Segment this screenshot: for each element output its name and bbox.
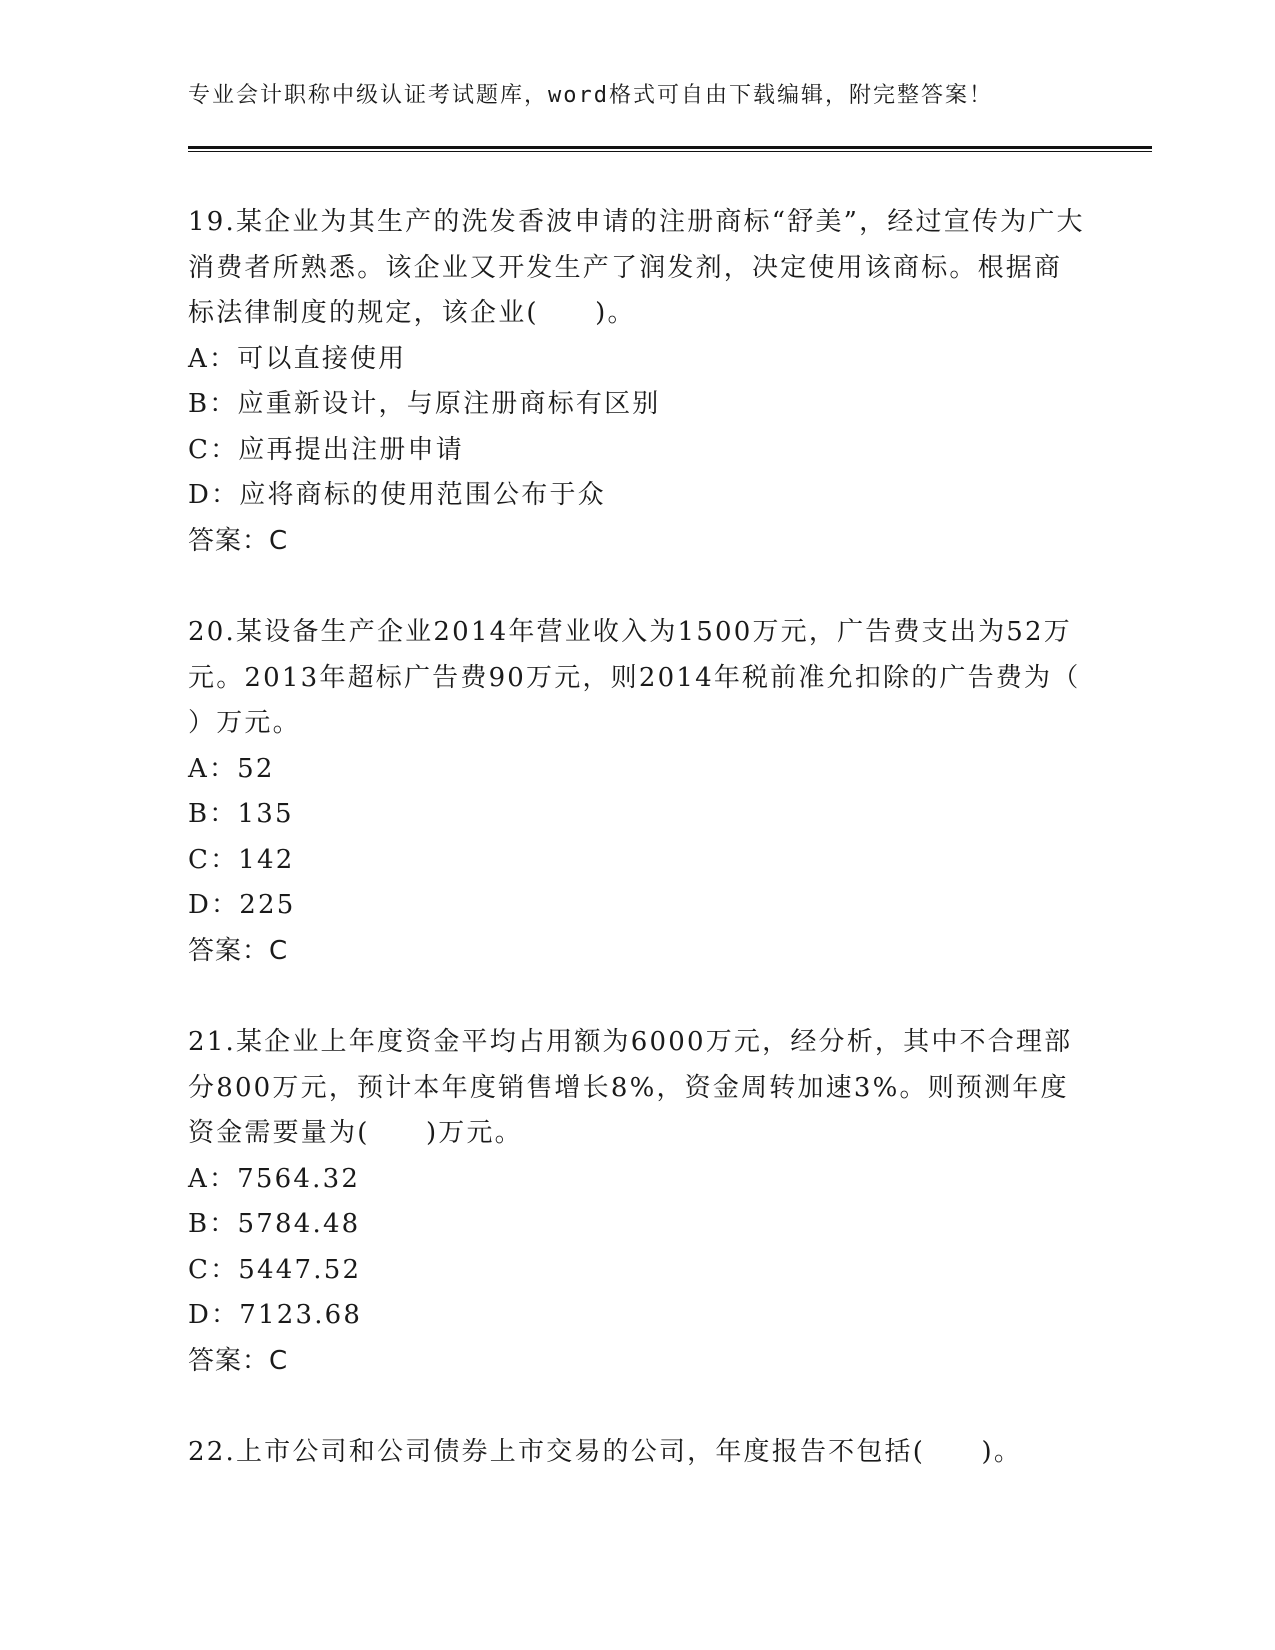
option-c: C：应再提出注册申请 (188, 434, 464, 465)
question-21 (188, 1020, 1088, 1384)
option-b: B：应重新设计，与原注册商标有区别 (188, 389, 661, 419)
option-d: D：225 (188, 890, 296, 920)
question-19 (188, 200, 1088, 564)
answer: 答案：C (188, 525, 289, 556)
option-b: B：135 (188, 799, 294, 829)
answer: 答案：C (188, 1345, 289, 1376)
option-d: D：应将商标的使用范围公布于众 (188, 480, 606, 510)
question-22 (188, 1430, 1088, 1476)
question-stem: 22.上市公司和公司债券上市交易的公司，年度报告不包括( )。 (188, 1437, 1023, 1467)
header-rule-thin (188, 151, 1152, 152)
answer: 答案：C (188, 935, 289, 966)
option-a: A：7564.32 (188, 1163, 361, 1194)
question-stem: 20.某设备生产企业2014年营业收入为1500万元，广告费支出为52万元。2013年超标广告费90万元，则2014年税前准允扣除的广告费为（ ）万元。 (188, 617, 1081, 738)
page-header: 专业会计职称中级认证考试题库，word格式可自由下载编辑，附完整答案！ (188, 83, 993, 108)
question-20 (188, 610, 1088, 974)
option-b: B：5784.48 (188, 1209, 361, 1239)
option-a: A：52 (188, 753, 275, 784)
header-rule-thick (188, 146, 1152, 149)
question-stem: 19.某企业为其生产的洗发香波申请的注册商标“舒美”，经过宣传为广大消费者所熟悉。该企业又开发生产了润发剂，决定使用该商标。根据商标法律制度的规定，该企业( )。 (188, 207, 1085, 328)
option-a: A：可以直接使用 (188, 343, 407, 374)
option-c: C：5447.52 (188, 1254, 362, 1285)
question-stem: 21.某企业上年度资金平均占用额为6000万元，经分析，其中不合理部分800万元，预计本年度销售增长8%，资金周转加速3%。则预测年度资金需要量为( )万元。 (188, 1027, 1073, 1148)
option-c: C：142 (188, 844, 295, 875)
option-d: D：7123.68 (188, 1300, 363, 1330)
